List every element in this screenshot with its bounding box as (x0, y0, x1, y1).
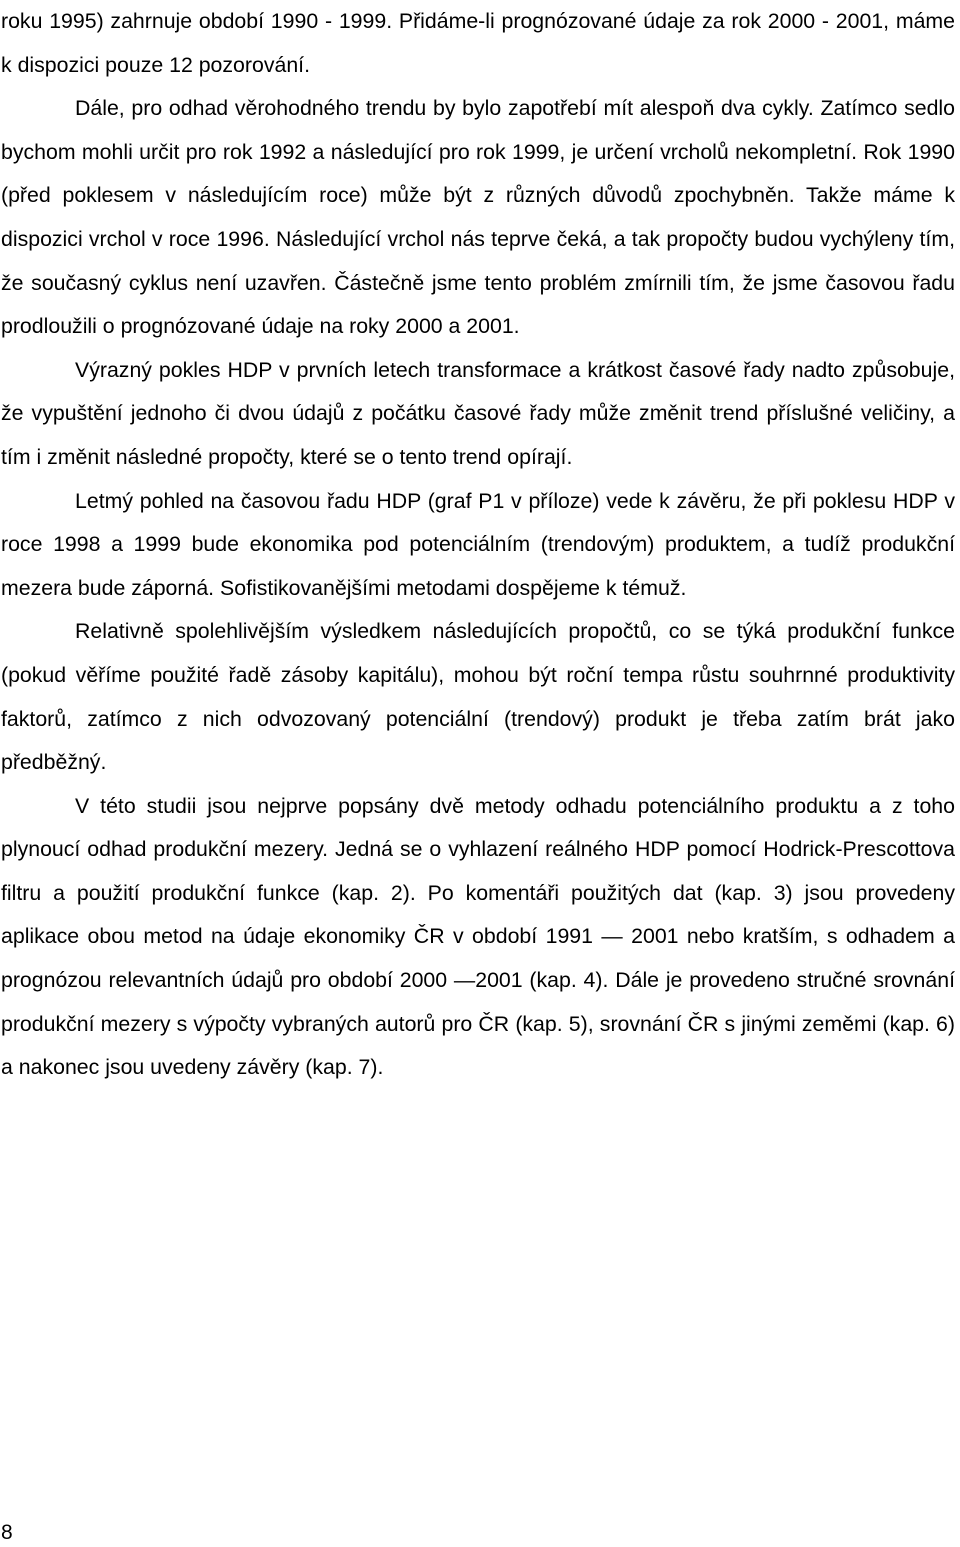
paragraph-continuation: roku 1995) zahrnuje období 1990 - 1999. Přidáme-li prognózované údaje za rok 2000 - 2001, máme k dispozici pouze 12 pozorování. (1, 9, 955, 77)
paragraph-study-outline: V této studii jsou nejprve popsány dvě metody odhadu potenciálního produktu a z toho plynoucí odhad produkční mezery. Jedná se o vyhlazení reálného HDP pomocí Hodrick-Prescottova filtru a použití produkční funkce (kap. 2). Po komentáři použitých dat (kap. 3) jsou provedeny aplikace obou metod na údaje ekonomiky ČR v období 1991 — 2001 nebo kratším, s odhadem a prognózou relevantních údajů pro období 2000 —2001 (kap. 4). Dále je provedeno stručné srovnání produkční mezery s výpočty vybraných autorů pro ČR (kap. 5), srovnání ČR s jinými zeměmi (kap. 6) a nakonec jsou uvedeny závěry (kap. 7). (1, 793, 955, 1080)
paragraph-hdp-graph: Letmý pohled na časovou řadu HDP (graf P1 v příloze) vede k závěru, že při poklesu HDP v roce 1998 a 1999 bude ekonomika pod potenciálním (trendovým) produktem, a tudíž produkční mezera bude záporná. Sofistikovanějšími metodami dospějeme k témuž. (1, 488, 955, 600)
body-text (1, 0, 955, 1090)
paragraph-hdp-decline: Výrazný pokles HDP v prvních letech transformace a krátkost časové řady nadto způsobuje, že vypuštění jednoho či dvou údajů z počátku časové řady může změnit trend příslušné veličiny, a tím i změnit následné propočty, které se o tento trend opírají. (1, 357, 955, 469)
page-number: 8 (1, 1521, 13, 1544)
paragraph-production-function: Relativně spolehlivějším výsledkem následujících propočtů, co se týká produkční funkce (pokud věříme použité řadě zásoby kapitálu), mohou být roční tempa růstu souhrnné produktivity faktorů, zatímco z nich odvozovaný potenciální (trendový) produkt je třeba zatím brát jako předběžný. (1, 619, 955, 775)
paragraph-trend-cycles: Dále, pro odhad věrohodného trendu by bylo zapotřebí mít alespoň dva cykly. Zatímco sedlo bychom mohli určit pro rok 1992 a následující pro rok 1999, je určení vrcholů nekompletní. Rok 1990 (před poklesem v následujícím roce) může být z různých důvodů zpochybněn. Takže máme k dispozici vrchol v roce 1996. Následující vrchol nás teprve čeká, a tak propočty budou vychýleny tím, že současný cyklus není uzavřen. Částečně jsme tento problém zmírnili tím, že jsme časovou řadu prodloužili o prognózované údaje na roky 2000 a 2001. (1, 96, 955, 339)
